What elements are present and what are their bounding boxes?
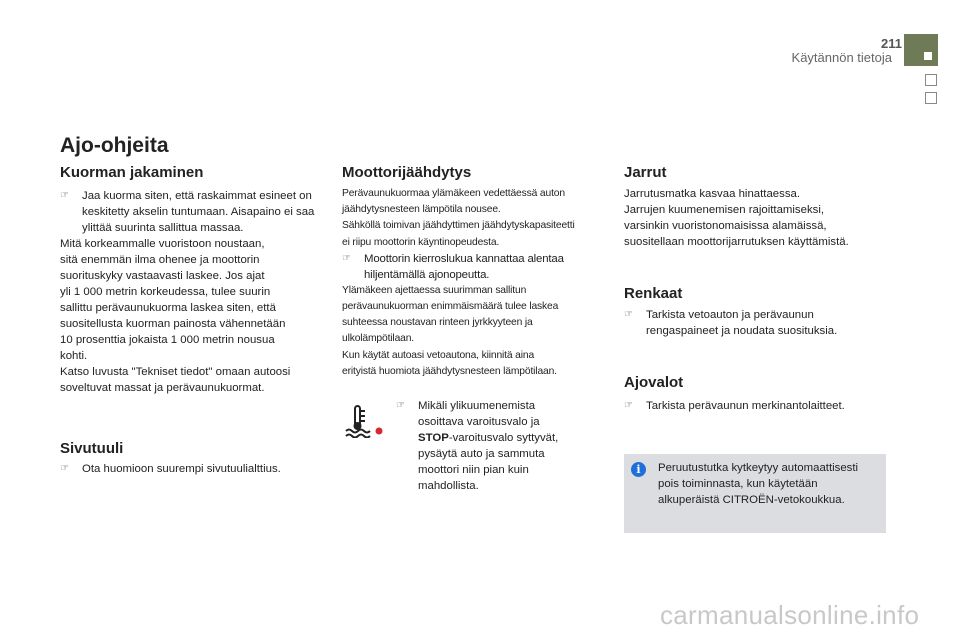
- moottori-line: Kun käytät autoasi vetoautona, kiinnitä aina: [342, 349, 535, 361]
- page-title: Ajo-ohjeita: [60, 134, 169, 157]
- jarrut-line: Jarrujen kuumenemisen rajoittamiseksi,: [624, 204, 825, 216]
- info-line: pois toiminnasta, kun käytetään: [658, 478, 818, 490]
- warning-text-before: Mikäli ylikuumenemista osoittava varoitusvalo ja: [418, 400, 540, 428]
- moottori-line: perävaunukuorman enimmäismäärä tulee laskea: [342, 301, 559, 313]
- info-icon: i: [631, 462, 646, 477]
- heading-ajovalot: Ajovalot: [624, 374, 684, 391]
- ajovalot-text: [624, 398, 886, 414]
- jarrut-line: varsinkin vuoristonomaisissa alamäissä,: [624, 220, 827, 232]
- moottori-line: suhteessa noustavan rinteen jyrkkyyteen ja: [342, 317, 533, 329]
- moottori-line: ei riipu moottorin käyntinopeudesta.: [342, 236, 500, 248]
- moottori-line: erityistä huomiota jäähdytysnesteen lämpötilaan.: [342, 365, 557, 377]
- renkaat-text: [624, 307, 870, 339]
- sivutuuli-bullet: ☞ Ota huomioon suurempi sivutuulialttius.: [60, 461, 322, 477]
- renkaat-bullet: ☞ Tarkista vetoauton ja perävaunun rengaspaineet ja noudata suosituksia.: [624, 307, 870, 339]
- page-number: 211: [881, 36, 902, 51]
- kuorman-line: sallittu perävaunukuorma laskea siten, että: [60, 302, 276, 314]
- jarrut-line: Jarrutusmatka kasvaa hinattaessa.: [624, 188, 801, 200]
- info-line: alkuperäistä CITROËN-vetokoukkua.: [658, 494, 845, 506]
- moottori-line: ulkolämpötilaan.: [342, 333, 415, 345]
- moottori-bullet: ☞ Moottorin kierroslukua kannattaa alentaa hiljentämällä ajonopeutta.: [342, 251, 608, 283]
- heading-kuorman-jakaminen: Kuorman jakaminen: [60, 164, 204, 181]
- kuorman-line: 10 prosenttia jokaista 1 000 metrin nousua: [60, 334, 275, 346]
- heading-jarrut: Jarrut: [624, 164, 667, 181]
- kuorman-line: Katso luvusta "Tekniset tiedot" omaan autoosi: [60, 366, 291, 378]
- kuorman-line: soveltuvat massat ja perävaunukuormat.: [60, 382, 265, 394]
- moottori-line: jäähdytysnesteen lämpötila nousee.: [342, 204, 501, 216]
- coolant-temperature-icon: [343, 404, 385, 438]
- chapter-tab: [925, 74, 937, 86]
- kuorman-text: [60, 188, 322, 396]
- kuorman-line: suositellusta kuorman painosta vähennetään: [60, 318, 286, 330]
- heading-moottorijaahdytys: Moottorijäähdytys: [342, 164, 472, 181]
- moottorijaahdytys-text: [342, 186, 608, 380]
- jarrut-text: [624, 186, 894, 250]
- chapter-tab-active: [904, 34, 938, 66]
- kuorman-line: Mitä korkeammalle vuoristoon noustaan,: [60, 238, 265, 250]
- kuorman-line: kohti.: [60, 350, 88, 362]
- info-text: [658, 460, 883, 508]
- kuorman-line: suorituskyky vastaavasti laskee. Jos ajat: [60, 270, 265, 282]
- section-title: Käytännön tietoja: [791, 50, 892, 65]
- ajovalot-bullet: ☞ Tarkista perävaunun merkinantolaitteet.: [624, 398, 886, 414]
- warning-text-after: -varoitusvalo syttyvät, pysäytä auto ja sammuta moottori niin pian kuin mahdollista.: [418, 432, 559, 492]
- stop-label: STOP: [418, 432, 449, 444]
- chapter-tab: [925, 92, 937, 104]
- warning-bullet: [396, 398, 568, 494]
- heading-sivutuuli: Sivutuuli: [60, 440, 124, 457]
- moottori-line: Perävaunukuormaa ylämäkeen vedettäessä auton: [342, 188, 565, 199]
- kuorman-line: yli 1 000 metrin korkeudessa, tulee suurin: [60, 286, 271, 298]
- moottori-line: Sähköllä toimivan jäähdyttimen jäähdytyskapasiteetti: [342, 220, 575, 232]
- watermark: carmanualsonline.info: [660, 600, 920, 630]
- heading-renkaat: Renkaat: [624, 285, 683, 302]
- kuorman-line: sitä enemmän ilma ohenee ja moottorin: [60, 254, 260, 266]
- info-line: Peruutustutka kytkeytyy automaattisesti: [658, 462, 859, 474]
- moottori-line: Ylämäkeen ajettaessa suurimman sallitun: [342, 284, 527, 296]
- sivutuuli-text: [60, 461, 322, 477]
- kuorman-bullet: ☞ Jaa kuorma siten, että raskaimmat esineet on keskitetty akselin tuntumaan. Aisapaino ei saa ylittää suurinta sallittua massaa.: [60, 188, 322, 236]
- jarrut-line: suositellaan moottorijarrutuksen käyttämistä.: [624, 236, 849, 248]
